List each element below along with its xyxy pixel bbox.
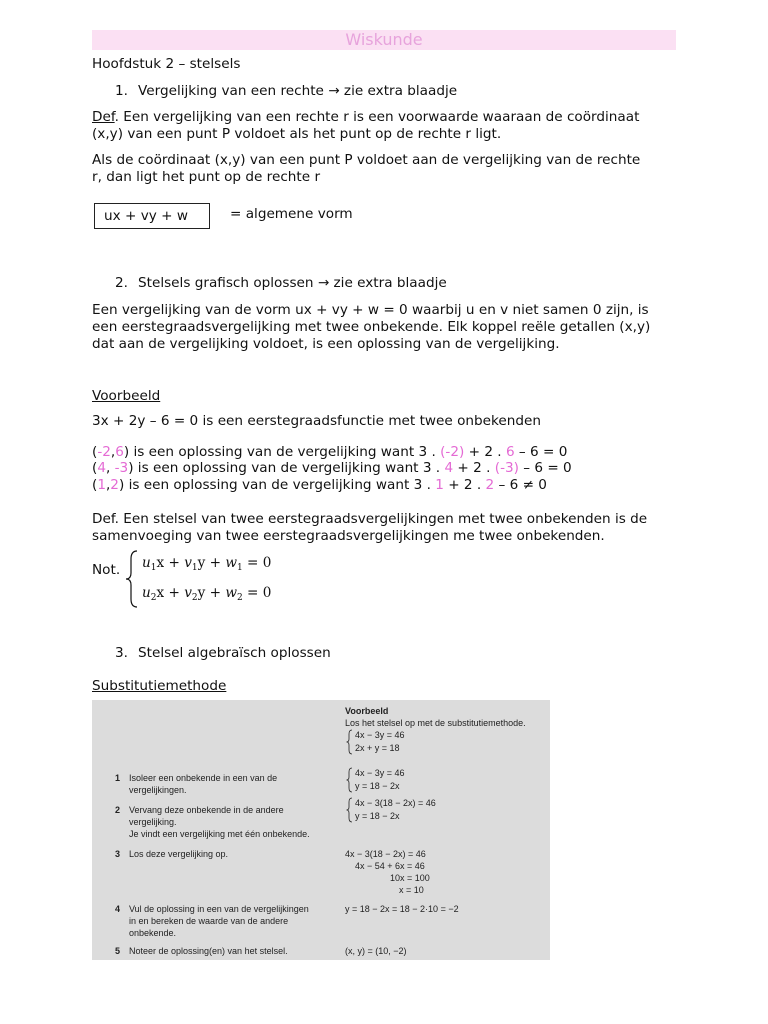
step-text: vergelijking. — [129, 817, 177, 827]
section-3-title: Stelsel algebraïsch oplossen — [138, 645, 331, 661]
method-heading: Substitutiemethode — [92, 678, 227, 694]
step-text: Los deze vergelijking op. — [129, 849, 229, 859]
step-work: y = 18 − 2x — [355, 811, 400, 821]
notation-label: Not. — [92, 562, 121, 578]
general-form-label: = algemene vorm — [230, 206, 353, 222]
substitution-example-panel — [92, 700, 550, 960]
paragraph-2-line2: een eerstegraadsvergelijking met twee onbekende. Elk koppel reële getallen (x,y) — [92, 319, 651, 335]
section-3-number: 3. — [115, 645, 128, 661]
step-text: Je vindt een vergelijking met één onbekende. — [129, 829, 310, 839]
def-label: Def — [92, 109, 115, 125]
section-1-title: Vergelijking van een rechte → zie extra blaadje — [138, 83, 458, 99]
section-1-number: 1. — [115, 83, 128, 99]
panel-system-eq: 2x + y = 18 — [355, 743, 400, 753]
example-intro: 3x + 2y – 6 = 0 is een eerstegraadsfunctie met twee onbekenden — [92, 413, 541, 429]
definition-2-line1: Def. Een stelsel van twee eerstegraadsvergelijkingen met twee onbekenden is de — [92, 511, 648, 527]
system-equation-2: $u_2x + v_2y + w_2 = 0$ — [142, 585, 272, 603]
step-work: (x, y) = (10, −2) — [345, 946, 407, 956]
step-work: 4x − 54 + 6x = 46 — [355, 861, 425, 871]
example-heading: Voorbeeld — [92, 388, 161, 404]
paragraph-2-line1: Een vergelijking van de vorm ux + vy + w = 0 waarbij u en v niet samen 0 zijn, is — [92, 302, 649, 318]
step-text: Isoleer een onbekende in een van de — [129, 773, 278, 783]
paragraph-1-line2: r, dan ligt het punt op de rechte r — [92, 169, 321, 185]
example-line: (1,2) is een oplossing van de vergelijking want 3 . 1 + 2 . 2 – 6 ≠ 0 — [92, 477, 547, 493]
step-work: y = 18 − 2x — [355, 781, 400, 791]
step-text: onbekende. — [129, 928, 177, 938]
panel-instruction: Los het stelsel op met de substitutiemethode. — [345, 718, 526, 728]
paragraph-2-line3: dat aan de vergelijking voldoet, is een oplossing van de vergelijking. — [92, 336, 560, 352]
definition-2-line2: samenvoeging van twee eerstegraadsvergelijkingen me twee onbekenden. — [92, 528, 605, 544]
left-brace-icon — [125, 549, 139, 609]
section-2-number: 2. — [115, 275, 128, 291]
panel-system-eq: 4x − 3y = 46 — [355, 730, 405, 740]
step-number: 4 — [115, 904, 121, 914]
page-title: Wiskunde — [92, 30, 676, 50]
step-number: 3 — [115, 849, 121, 859]
definition-1 — [92, 109, 639, 125]
panel-brace-icon — [346, 797, 353, 823]
step-work: 4x − 3(18 − 2x) = 46 — [345, 849, 426, 859]
section-2-title: Stelsels grafisch oplossen → zie extra blaadje — [138, 275, 447, 291]
definition-1-line2: (x,y) van een punt P voldoet als het punt op de rechte r ligt. — [92, 126, 502, 142]
step-work: y = 18 − 2x = 18 − 2·10 = −2 — [345, 904, 459, 914]
system-equation-1: $u_1x + v_1y + w_1 = 0$ — [142, 555, 272, 573]
step-text: Vul de oplossing in een van de vergelijkingen — [129, 904, 309, 914]
step-work: 4x − 3(18 − 2x) = 46 — [355, 798, 436, 808]
step-work: 4x − 3y = 46 — [355, 768, 405, 778]
general-form-box — [94, 203, 210, 229]
panel-title: Voorbeeld — [345, 706, 389, 716]
example-line: (-2,6) is een oplossing van de vergelijking want 3 . (-2) + 2 . 6 – 6 = 0 — [92, 444, 568, 460]
general-form-formula: ux + vy + w — [104, 208, 188, 224]
step-text: in en bereken de waarde van de andere — [129, 916, 289, 926]
example-line: (4, -3) is een oplossing van de vergelijking want 3 . 4 + 2 . (-3) – 6 = 0 — [92, 460, 572, 476]
step-number: 2 — [115, 805, 121, 815]
step-work: 10x = 100 — [390, 873, 430, 883]
step-text: Vervang deze onbekende in de andere — [129, 805, 284, 815]
step-work: x = 10 — [399, 885, 424, 895]
panel-brace-icon — [346, 729, 353, 755]
def-text: . Een vergelijking van een rechte r is een voorwaarde waaraan de coördinaat — [114, 109, 640, 125]
paragraph-1-line1: Als de coördinaat (x,y) van een punt P voldoet aan de vergelijking van de rechte — [92, 152, 641, 168]
chapter-heading: Hoofdstuk 2 – stelsels — [92, 56, 241, 72]
step-number: 5 — [115, 946, 121, 956]
step-number: 1 — [115, 773, 121, 783]
panel-brace-icon — [346, 767, 353, 793]
step-text: Noteer de oplossing(en) van het stelsel. — [129, 946, 288, 956]
step-text: vergelijkingen. — [129, 785, 187, 795]
